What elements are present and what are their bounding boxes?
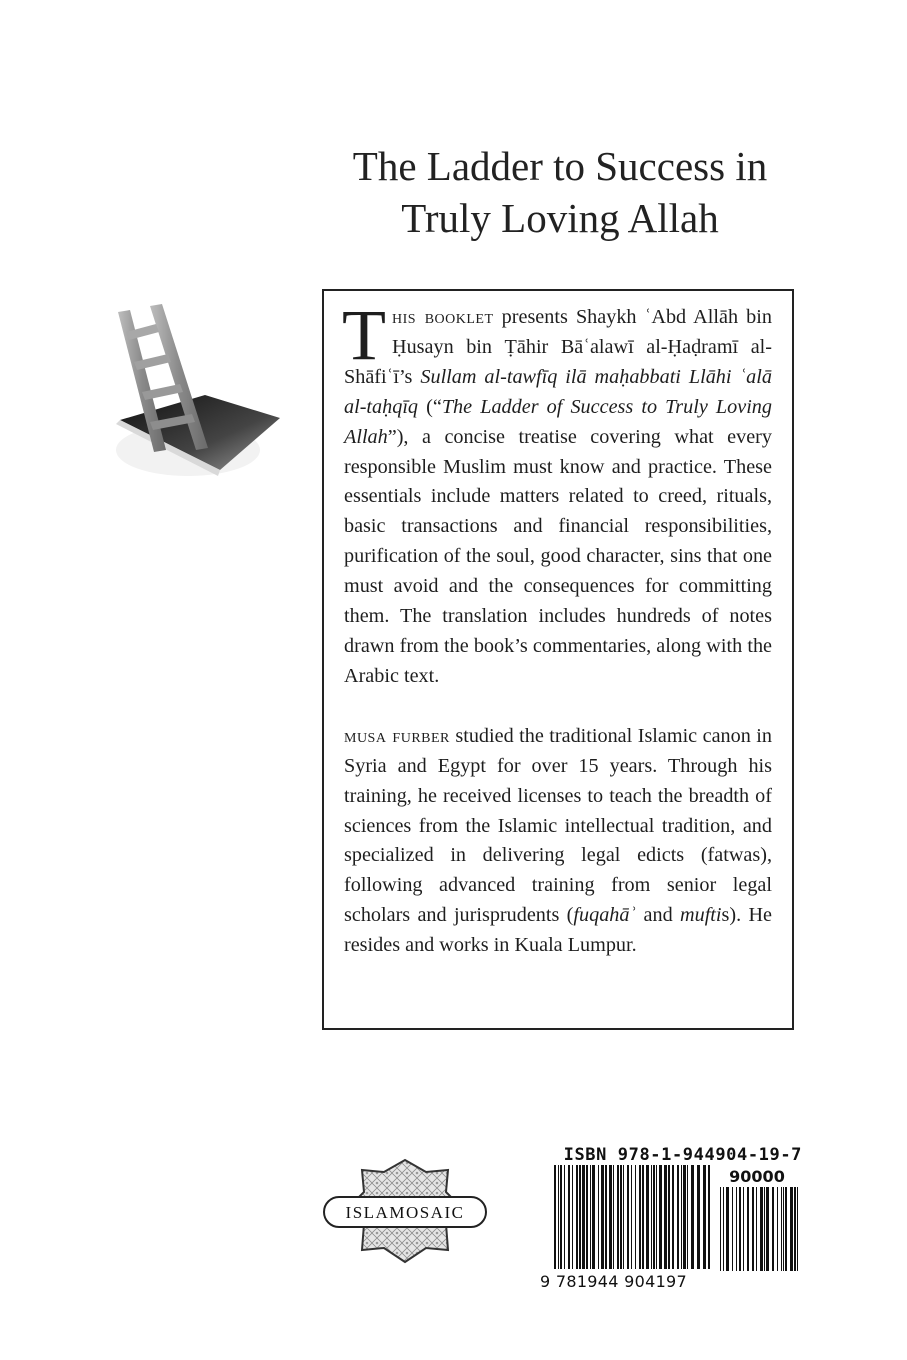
- barcode-bar: [683, 1165, 686, 1269]
- barcode-bar: [568, 1165, 570, 1269]
- barcode-bar: [697, 1165, 700, 1269]
- barcode-bar: [691, 1165, 694, 1269]
- book-title: [300, 140, 820, 244]
- barcode-bar: [677, 1165, 679, 1269]
- barcode-addon-bar: [723, 1187, 724, 1271]
- barcode-addon-bar: [783, 1187, 784, 1271]
- barcode-bar: [592, 1165, 595, 1269]
- isbn-label: ISBN 978-1-944904-19-7: [563, 1145, 802, 1165]
- barcode-bar: [659, 1165, 662, 1269]
- arabic-title: Sullam al-tawfīq ilā maḥabbati Llāhi ʿalā al-taḥqīq: [344, 365, 772, 418]
- barcode-addon-bar: [756, 1187, 757, 1271]
- ladder-illustration: [110, 300, 290, 500]
- author-name: musa furber: [344, 724, 450, 747]
- barcode-bar: [681, 1165, 682, 1269]
- barcode-bar: [672, 1165, 674, 1269]
- barcode-addon-bar: [785, 1187, 787, 1271]
- barcode-bar: [653, 1165, 655, 1269]
- drop-cap: T: [342, 295, 386, 375]
- barcode-bar: [668, 1165, 670, 1269]
- author-bio-text-2: s). He resides and works in Kuala Lumpur.: [344, 904, 773, 957]
- barcode-bar: [651, 1165, 652, 1269]
- barcode-bar: [642, 1165, 644, 1269]
- barcode-addon-bar: [797, 1187, 798, 1271]
- barcode-addon-bar: [772, 1187, 774, 1271]
- book-description: [342, 295, 772, 692]
- barcode-bar: [572, 1165, 573, 1269]
- barcode-bar: [590, 1165, 591, 1269]
- author-bio: [344, 722, 772, 961]
- barcode-bar: [564, 1165, 565, 1269]
- barcode-bar: [554, 1165, 556, 1269]
- barcode-bar: [609, 1165, 612, 1269]
- barcode-addon-bar: [752, 1187, 754, 1271]
- barcode-bar: [617, 1165, 619, 1269]
- publisher-logo: [322, 1148, 488, 1276]
- book-title-line-2: Truly Loving Allah: [401, 195, 719, 241]
- barcode-addon-bar: [790, 1187, 793, 1271]
- barcode-addon-bar: [781, 1187, 782, 1271]
- barcode-bar: [639, 1165, 641, 1269]
- barcode-addon-bar: [739, 1187, 741, 1271]
- author-bio-text-1: studied the traditional Islamic canon in Syria and Egypt for over 15 years. Through his training, he received licenses to teach the breadth of sciences from the Islamic intellectual tradition, and specialized in delivering legal edicts (fatwas), following advanced training from senior legal scholars and jurisprudents (: [344, 724, 772, 927]
- barcode-addon-bar: [794, 1187, 796, 1271]
- barcode-bar: [582, 1165, 585, 1269]
- barcode-bar: [664, 1165, 667, 1269]
- isbn-barcode: [540, 1145, 802, 1293]
- term-mufti: mufti: [680, 904, 722, 927]
- barcode-bar: [631, 1165, 632, 1269]
- author-bio-and: and: [636, 904, 681, 927]
- barcode-bar: [598, 1165, 599, 1269]
- barcode-addon-bar: [760, 1187, 763, 1271]
- barcode-bar: [635, 1165, 636, 1269]
- barcode-addon-bar: [736, 1187, 737, 1271]
- barcode-addon-bar: [764, 1187, 765, 1271]
- barcode-bar: [646, 1165, 649, 1269]
- barcode-bar: [613, 1165, 614, 1269]
- barcode-addon-bar: [777, 1187, 778, 1271]
- barcode-ean-digits: 9 781944 904197: [540, 1272, 688, 1291]
- book-title-line-1: The Ladder to Success in: [352, 143, 768, 189]
- description-text-2: ”), a concise treatise covering what every responsible Muslim must know and practice. These essentials include matters related to creed, rituals, basic transactions and financial responsibilities, purification of the soul, good character, sins that one must avoid and the consequences for committing them. The translation includes hundreds of notes drawn from the book’s commentaries, along with the Arabic text.: [344, 425, 772, 687]
- barcode-bar: [627, 1165, 629, 1269]
- barcode-addon-bar: [720, 1187, 721, 1271]
- barcode-bar: [601, 1165, 604, 1269]
- barcode-bar: [560, 1165, 562, 1269]
- barcode-bar: [558, 1165, 559, 1269]
- description-open-quote: (“: [418, 395, 442, 418]
- description-lead: his booklet: [391, 306, 494, 328]
- back-cover-description-box: [322, 289, 794, 1030]
- barcode-bar: [620, 1165, 622, 1269]
- barcode-bar: [656, 1165, 657, 1269]
- barcode-bar: [703, 1165, 706, 1269]
- term-fuqaha: fuqahāʾ: [573, 904, 637, 927]
- barcode-bar: [576, 1165, 578, 1269]
- barcode-addon-digits: 90000: [729, 1167, 785, 1186]
- barcode-addon-bar: [743, 1187, 744, 1271]
- barcode-bar: [623, 1165, 624, 1269]
- description-text-1: presents Shaykh ʿAbd Allāh bin Ḥusayn bin Ṭāhir Bāʿalawī al-Ḥaḍramī al-Shāfiʿī’s: [344, 306, 772, 388]
- barcode-bar: [605, 1165, 607, 1269]
- barcode-bar: [687, 1165, 688, 1269]
- barcode-bar: [586, 1165, 588, 1269]
- mosaic-emblem-icon: [322, 1148, 488, 1276]
- english-title: The Ladder of Success to Truly Loving Allah: [344, 395, 772, 448]
- barcode-bar: [708, 1165, 710, 1269]
- publisher-logo-text: ISLAMOSAIC: [345, 1203, 465, 1222]
- barcode-addon-bar: [747, 1187, 749, 1271]
- barcode-bar: [579, 1165, 581, 1269]
- barcode-addon-bar: [732, 1187, 733, 1271]
- barcode-addon-bar: [766, 1187, 769, 1271]
- barcode-addon-bar: [726, 1187, 729, 1271]
